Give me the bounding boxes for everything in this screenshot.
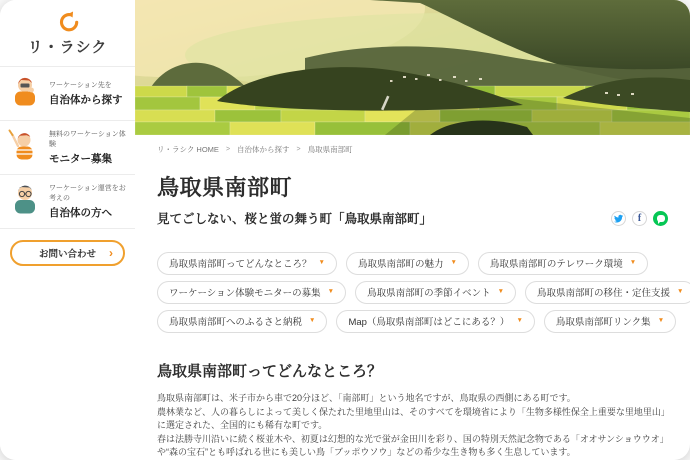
sidebar-item-title: モニター募集 — [49, 153, 112, 165]
chevron-right-icon: › — [109, 246, 113, 260]
contact-button[interactable] — [10, 240, 125, 266]
chevron-down-icon: ▼ — [629, 259, 637, 267]
section-body — [157, 392, 668, 460]
tag-telework-environment[interactable] — [478, 252, 648, 275]
chevron-down-icon: ▼ — [318, 259, 325, 267]
chevron-down-icon: ▼ — [677, 288, 684, 296]
person-searching-illustration — [8, 74, 42, 113]
contact-label: お問い合わせ — [38, 249, 96, 260]
sidebar-nav — [0, 66, 135, 228]
breadcrumb — [157, 144, 668, 155]
contact-area — [0, 228, 135, 277]
paragraph: 農林業など、人の暮らしによって美しく保たれた里地里山は、そのすべてを環境省により「生物多様性保全上重要な里地里山」に選定された、全国的にも稀有な町です。 — [157, 406, 666, 430]
sidebar-item-subtitle: ワーケーション先を — [49, 82, 112, 89]
sidebar-item-subtitle: ワーケーション運営をお考えの — [49, 185, 126, 202]
tag-row — [157, 252, 668, 275]
facebook-share-button[interactable] — [632, 211, 647, 226]
paragraph: 鳥取県南部町は、米子市から車で20分ほど、「南部町」という地名ですが、鳥取県の西側にある町です。 — [157, 393, 576, 403]
chevron-down-icon: ▼ — [516, 317, 523, 325]
sidebar-item-text — [49, 183, 130, 220]
page-title: 鳥取県南部町 — [157, 175, 293, 200]
page-subtitle: 見てごしない、桜と蛍の舞う町「鳥取県南部町」 — [157, 212, 433, 226]
tag-label: 鳥取県南部町のテレワーク環境 — [489, 259, 623, 270]
tag-label: 鳥取県南部町の魅力 — [357, 259, 444, 270]
tag-what-kind-of-place[interactable] — [157, 252, 337, 275]
tag-seasonal-events[interactable] — [355, 281, 516, 304]
sidebar-item-title: 自治体の方へ — [49, 207, 112, 219]
chevron-down-icon: ▼ — [657, 317, 665, 325]
chevron-down-icon: ▼ — [497, 288, 505, 296]
tag-charm[interactable] — [346, 252, 469, 275]
breadcrumb-search-link[interactable]: 自治体から探す — [237, 145, 290, 154]
twitter-share-button[interactable] — [611, 211, 626, 226]
tag-label: 鳥取県南部町リンク集 — [555, 317, 651, 328]
tag-migration-support[interactable] — [525, 281, 690, 304]
sidebar-item-text — [49, 80, 123, 107]
sidebar-item-find-municipality[interactable] — [0, 66, 135, 120]
breadcrumb-separator: > — [296, 146, 301, 153]
sidebar-item-text — [49, 129, 130, 166]
chevron-down-icon: ▼ — [309, 317, 316, 325]
facebook-icon: f — [637, 212, 642, 224]
chevron-down-icon: ▼ — [450, 259, 457, 267]
rice-field-valley-photo — [135, 0, 690, 135]
tag-nav — [157, 252, 684, 333]
tag-label: Map（鳥取県南部町はどこにある？） — [348, 317, 510, 328]
hero-image — [135, 0, 690, 135]
breadcrumb-current: 鳥取県南部町 — [307, 145, 353, 154]
brand-name: リ・ラシク — [27, 39, 108, 56]
sidebar-item-for-municipalities[interactable] — [0, 174, 135, 228]
sidebar-item-monitor-recruit[interactable] — [0, 120, 135, 174]
tag-furusato-tax[interactable] — [157, 310, 327, 333]
subtitle-row — [157, 209, 668, 227]
tag-row — [157, 281, 684, 304]
share-buttons — [611, 211, 668, 226]
tag-links[interactable] — [544, 310, 676, 333]
paragraph: 春は法勝寺川沿いに続く桜並木や、初夏は幻想的な光で蛍が金田川を彩り、国の特別天然記念物である「オオサンショウウオ」や“森の宝石”とも呼ばれる世にも美しい鳥「ブッポウソウ」などの希少な生き物も多く生息しています。 — [157, 433, 665, 457]
official-with-glasses-illustration — [8, 182, 42, 221]
tag-label: 鳥取県南部町の移住・定住支援 — [537, 288, 671, 299]
tag-label: 鳥取県南部町へのふるさと納税 — [169, 317, 303, 328]
sidebar — [0, 0, 135, 460]
main-content — [135, 135, 690, 460]
brand-logo-icon — [57, 11, 79, 33]
sidebar-item-title: 自治体から探す — [49, 94, 123, 106]
line-icon — [657, 215, 665, 222]
tag-label: 鳥取県南部町ってどんなところ？ — [169, 259, 312, 270]
breadcrumb-home-link[interactable]: リ・ラシク HOME — [157, 145, 219, 154]
tag-monitor-recruitment[interactable] — [157, 281, 346, 304]
twitter-icon — [614, 214, 623, 223]
section-heading: 鳥取県南部町ってどんなところ？ — [157, 363, 383, 380]
chevron-down-icon: ▼ — [327, 288, 335, 296]
brand-logo[interactable] — [0, 0, 135, 66]
tag-map[interactable] — [336, 310, 534, 333]
person-reaching-illustration — [8, 128, 42, 167]
tag-label: ワーケーション体験モニターの募集 — [169, 288, 321, 299]
tag-row — [157, 310, 668, 333]
breadcrumb-separator: > — [225, 146, 231, 153]
line-share-button[interactable] — [653, 211, 668, 226]
sidebar-item-subtitle: 無料のワーケーション体験 — [49, 131, 126, 148]
tag-label: 鳥取県南部町の季節イベント — [367, 288, 491, 299]
